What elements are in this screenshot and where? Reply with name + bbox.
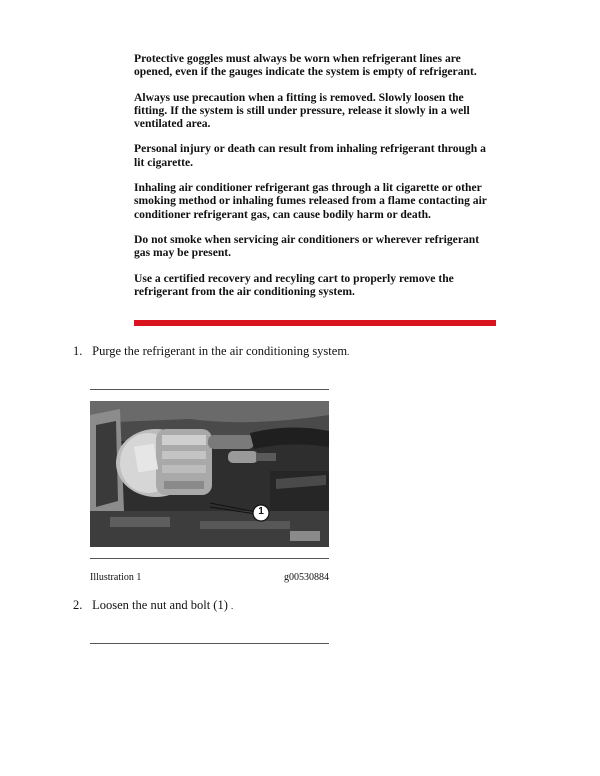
callout-number: 1 — [258, 506, 264, 517]
warning-divider — [134, 320, 496, 326]
illustration-label: Illustration 1 — [90, 572, 142, 583]
warning-paragraph: Personal injury or death can result from inhaling refrigerant through a lit cigarette. — [134, 142, 486, 169]
warning-paragraph: Use a certified recovery and recyling cart to properly remove the refrigerant from the air conditioning system. — [134, 271, 454, 298]
next-illustration-rule — [90, 643, 329, 644]
warning-block — [134, 52, 496, 310]
step-text: Purge the refrigerant in the air conditioning system — [92, 344, 348, 358]
step-number: 2. — [73, 598, 83, 612]
step-end: . — [347, 347, 350, 357]
illustration-code: g00530884 — [284, 572, 329, 583]
step-text: Loosen the nut and bolt (1) — [92, 598, 228, 612]
step-2 — [73, 598, 233, 613]
warning-paragraph: Inhaling air conditioner refrigerant gas through a lit cigarette or other smoking method or inhaling fumes released from a flame contacting air conditioner refrigerant gas, can cause bodily harm or death. — [134, 181, 487, 221]
step-number: 1. — [73, 344, 83, 358]
warning-paragraph: Always use precaution when a fitting is removed. Slowly loosen the fitting. If the system is still under pressure, release it slowly in a well ventilated area. — [134, 90, 470, 131]
illustration-photo — [90, 401, 329, 547]
illustration-top-rule — [90, 389, 329, 390]
step-end: . — [231, 601, 234, 611]
warning-paragraph: Protective goggles must always be worn when refrigerant lines are opened, even if the gauges indicate the system is empty of refrigerant. — [134, 52, 477, 79]
step-1 — [73, 344, 349, 359]
illustration-bottom-rule — [90, 558, 329, 559]
warning-paragraph: Do not smoke when servicing air conditioners or wherever refrigerant gas may be present. — [134, 232, 480, 260]
